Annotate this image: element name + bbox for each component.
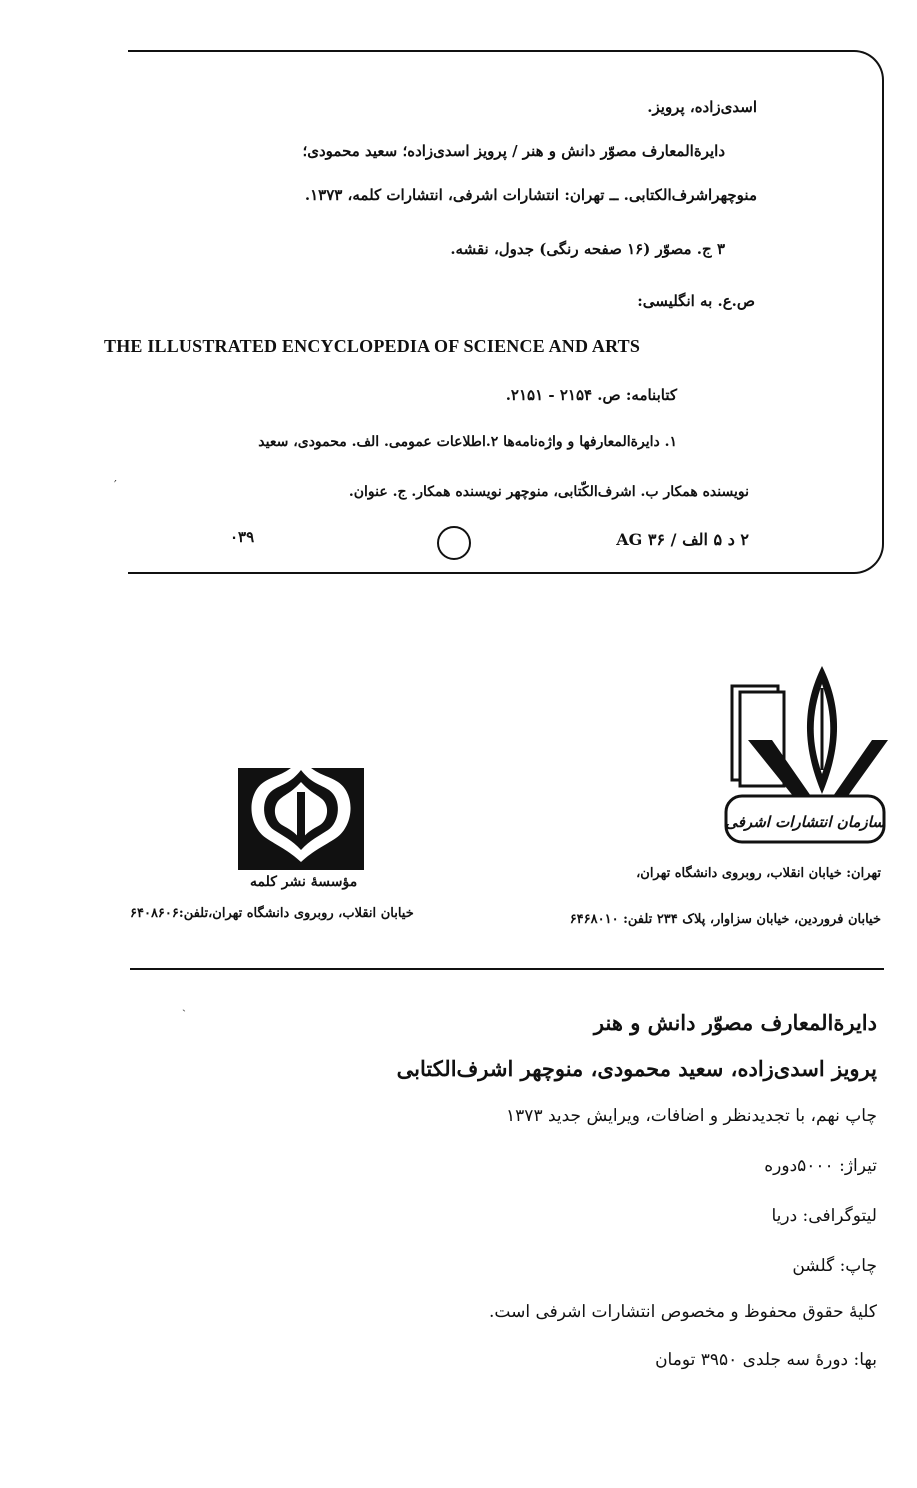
kalameh-logo (236, 752, 366, 872)
card-bibliography: کتابنامه: ص. ۲۱۵۴ - ۲۱۵۱. (505, 386, 677, 404)
imprint-title: دایرةالمعارف مصوّر دانش و هنر (593, 1010, 877, 1035)
ashrafi-address-line2: خیابان فروردین، خیابان سزاوار، پلاک ۲۳۴ تلفن: ۶۴۶۸۰۱۰ (569, 912, 881, 927)
imprint-price: بها: دورهٔ سه جلدی ۳۹۵۰ تومان (655, 1350, 877, 1370)
card-author: اسدی‌زاده، پرویز. (647, 98, 757, 116)
kalameh-pen-icon (297, 792, 305, 836)
card-call-number: ۲ د ۵ الف / ۳۶ AG (616, 530, 749, 549)
card-english-title-label: ص.ع. به انگلیسی: (637, 292, 755, 310)
kalameh-address: خیابان انقلاب، روبروی دانشگاه تهران،تلفن:۶۴۰۸۶۰۶ (130, 906, 414, 921)
card-physical-line: ۳ ج. مصوّر (۱۶ صفحه رنگی) جدول، نقشه. (450, 240, 725, 258)
imprint-edition: چاپ نهم، با تجدیدنظر و اضافات، ویرایش جدید ۱۳۷۳ (506, 1106, 877, 1126)
imprint-authors: پرویز اسدی‌زاده، سعید محمودی، منوچهر اشرف‌الکتابی (396, 1056, 877, 1081)
ashrafi-address-line1: تهران: خیابان انقلاب، روبروی دانشگاه تهران، (636, 866, 881, 881)
card-title-line: دایرة‌المعارف مصوّر دانش و هنر / پرویز اسدی‌زاده؛ سعید محمودی؛ (302, 142, 725, 160)
section-divider (130, 968, 884, 970)
ashrafi-logo (718, 662, 888, 850)
kalameh-caption: مؤسسهٔ نشر کلمه (250, 874, 358, 890)
card-publication-line: منوچهراشرف‌الکتابی. ــ تهران: انتشارات اشرفی، انتشارات کلمه، ۱۳۷۳. (304, 186, 757, 204)
stray-mark: ′ (114, 478, 117, 492)
circle-mark (437, 526, 471, 560)
ashrafi-logo-text: سازمان انتشارات اشرفی (725, 813, 885, 831)
stray-mark-2: ˎ (182, 998, 186, 1012)
imprint-lithography: لیتوگرافی: دریا (771, 1206, 877, 1226)
imprint-rights: کلیهٔ حقوق محفوظ و مخصوص انتشارات اشرفی است. (489, 1302, 877, 1322)
imprint-printing: چاپ: گلشن (792, 1256, 877, 1276)
card-added-entries-line: نویسنده همکار ب. اشرف‌الکّتابی، منوچهر نویسنده همکار. ج. عنوان. (348, 484, 749, 500)
card-subjects-line: ۱. دایرةالمعارفها و واژه‌نامه‌ها ۲.اطلاعات عمومی. الف. محمودی، سعید (258, 434, 677, 450)
card-dewey-number: ۰۳۹ (230, 528, 255, 546)
card-english-title: THE ILLUSTRATED ENCYCLOPEDIA OF SCIENCE AND ARTS (104, 336, 641, 356)
imprint-print-run: تیراژ: ۵۰۰۰دوره (764, 1156, 877, 1176)
